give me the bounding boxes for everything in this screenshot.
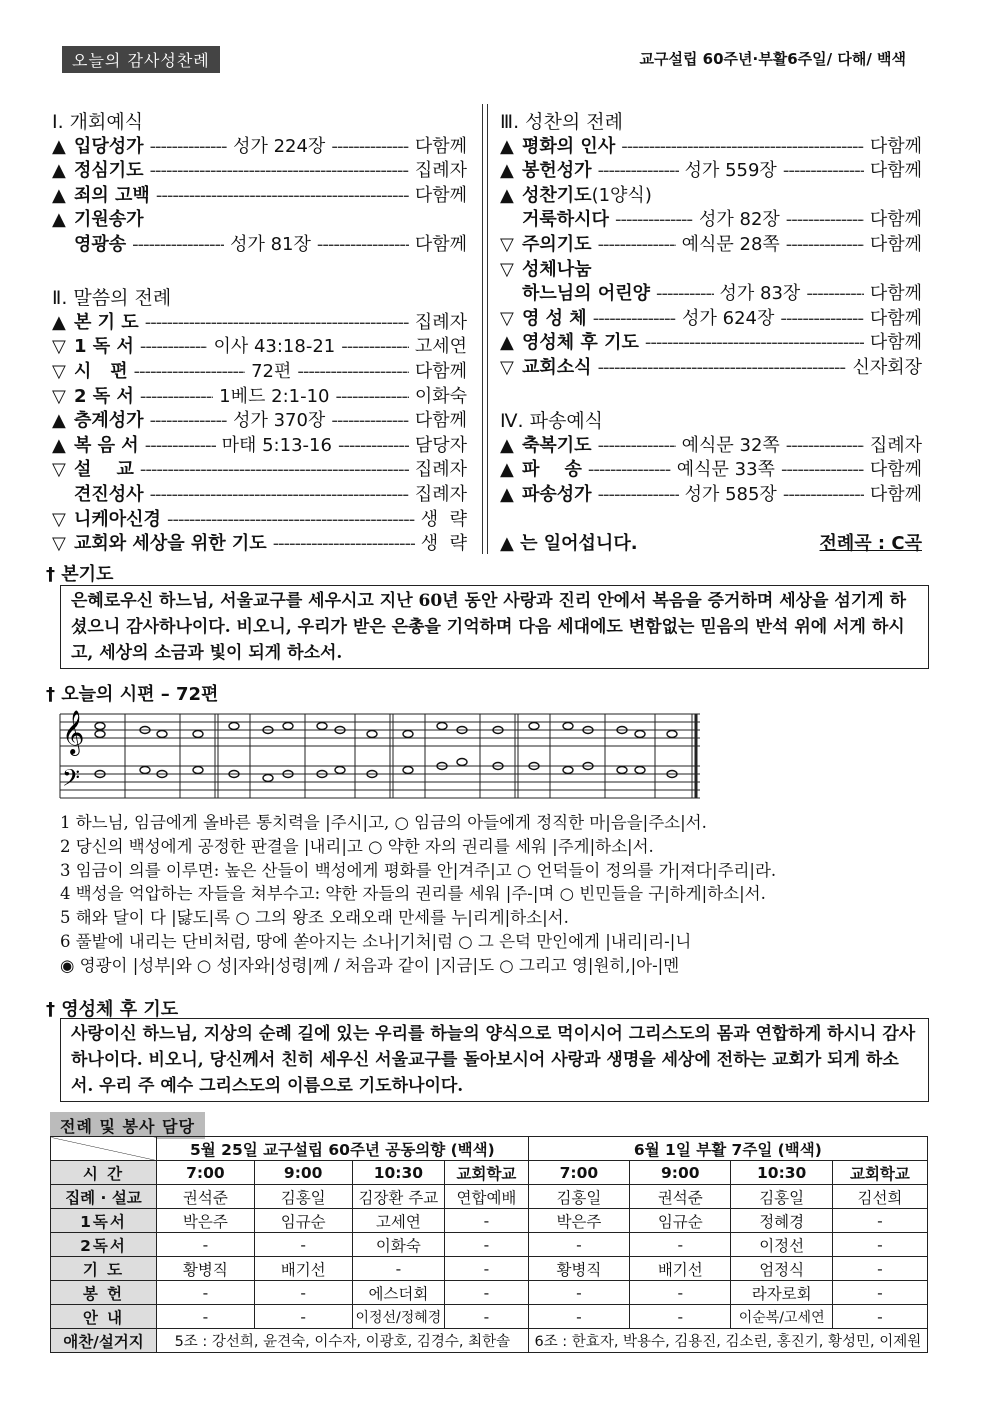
item-name: 성찬기도 [522, 184, 592, 206]
item-ref: 예식문 28쪽 [681, 233, 780, 255]
svg-text:𝄞: 𝄞 [62, 710, 85, 754]
item-name: 층계성가 [74, 410, 144, 432]
table-cell: 이화숙 [352, 1233, 445, 1257]
item-who: 집례자 [869, 434, 923, 456]
item-name: 시 편 [74, 360, 128, 382]
liturgy-row [500, 483, 922, 508]
standing-note: ▲ 는 일어섭니다. [500, 533, 638, 555]
table-cell: - [445, 1305, 529, 1329]
row-label: 애찬/설거지 [51, 1329, 157, 1353]
psalm-verse: 5 해와 달이 다 |닳도|록 ○ 그의 왕조 오래오래 만세를 누|리게|하소|서. [60, 908, 569, 928]
team-cell: 6조 : 한효자, 박용수, 김용진, 김소린, 홍진기, 황성민, 이제원 [528, 1329, 927, 1353]
posture-mark: ▲ [52, 160, 66, 182]
item-name: 하느님의 어린양 [522, 283, 650, 305]
item-who: 다함께 [869, 209, 923, 231]
item-who: 집례자 [414, 311, 467, 333]
table-cell: - [528, 1233, 629, 1257]
table-cell: - [156, 1233, 254, 1257]
table-cell: 정혜경 [731, 1209, 832, 1233]
item-who: 생 략 [420, 533, 467, 555]
header-subtitle: 교구설립 60주년·부활6주일/ 다해/ 백색 [639, 50, 906, 68]
corner-cell [51, 1137, 157, 1161]
row-label: 안 내 [51, 1305, 157, 1329]
table-cell: 고세연 [352, 1209, 445, 1233]
posture-mark: ▲ [52, 434, 66, 456]
posture-mark: ▲ [500, 135, 514, 157]
table-cell: 김장환 주교 [352, 1185, 445, 1209]
posture-mark: ▽ [500, 258, 514, 280]
item-who: 다함께 [414, 184, 467, 206]
row-label: 시 간 [51, 1161, 157, 1185]
liturgy-row [500, 434, 922, 459]
liturgy-row [52, 508, 467, 533]
item-ref: 예식문 33쪽 [676, 459, 775, 481]
liturgy-row [52, 184, 467, 209]
item-who: 다함께 [869, 332, 922, 354]
item-ref: 성가 624장 [682, 307, 775, 329]
item-name: 주의기도 [522, 233, 592, 255]
time-cell: 9:00 [630, 1161, 731, 1185]
time-cell: 9:00 [254, 1161, 352, 1185]
table-cell: 이순복/고세연 [731, 1305, 832, 1329]
item-name: 1 독 서 [74, 336, 134, 358]
posture-mark: ▽ [500, 233, 514, 255]
liturgy-row [52, 483, 467, 508]
item-ref: 성가 224장 [233, 135, 326, 157]
table-cell: - [254, 1233, 352, 1257]
duty-table [50, 1136, 928, 1353]
table-cell: - [254, 1305, 352, 1329]
table-cell: - [832, 1257, 927, 1281]
item-form: (1양식) [591, 184, 652, 206]
section-title: Ⅱ. 말씀의 전례 [52, 287, 172, 310]
item-name: 파 송 [522, 459, 582, 481]
table-cell: - [630, 1233, 731, 1257]
posture-mark: ▲ [52, 184, 66, 206]
item-who: 신자회장 [852, 356, 922, 378]
duty-tag: 전례 및 봉사 담당 [50, 1112, 205, 1139]
postcommunion-text: 사랑이신 하느님, 지상의 순례 길에 있는 우리를 하늘의 양식으로 먹이시어 그리스도의 몸과 연합하게 하시니 감사하나이다. 비오니, 당신께서 친히 세우신 서울교구를 돌아보시어 사랑과 생명을 세상에 전하는 교회가 되게 하소서. 우리 주 예수 그리스도의 이름으로 기도하나이다. [60, 1018, 929, 1102]
item-who: 다함께 [869, 483, 923, 505]
table-cell: - [832, 1209, 927, 1233]
table-cell: - [445, 1233, 529, 1257]
liturgy-row [500, 458, 922, 483]
item-who: 다함께 [414, 360, 468, 382]
posture-mark: ▲ [500, 434, 514, 456]
duty-date-row [51, 1137, 928, 1161]
team-cell: 5조 : 강선희, 윤견숙, 이수자, 이광호, 김경수, 최한솔 [156, 1329, 528, 1353]
table-cell: 엄정식 [731, 1257, 832, 1281]
psalm-verse: 2 당신의 백성에게 공정한 판결을 |내리|고 ○ 약한 자의 권리를 세워 |주게|하소|서. [60, 836, 654, 856]
posture-mark: ▲ [52, 410, 66, 432]
posture-mark: ▲ [52, 135, 66, 157]
item-name: 성체나눔 [522, 258, 592, 280]
psalm-verse: ◉ 영광이 |성부|와 ○ 성|자와|성령|께 / 처음과 같이 |지금|도 ○ 그리고 영|원히,|아-|멘 [60, 955, 680, 975]
table-cell: - [528, 1281, 629, 1305]
item-ref: 성가 81장 [230, 233, 311, 255]
item-who: 집례자 [414, 160, 467, 182]
table-cell: - [445, 1257, 529, 1281]
posture-mark: ▲ [500, 483, 514, 505]
item-name: 거룩하시다 [522, 209, 609, 231]
item-ref: 성가 585장 [684, 483, 777, 505]
row-label: 1독서 [51, 1209, 157, 1233]
liturgy-footer [500, 532, 922, 557]
table-row [51, 1329, 928, 1353]
liturgy-row [52, 409, 467, 434]
item-who: 생 략 [420, 508, 467, 530]
psalm-verse: 4 백성을 억압하는 자들을 쳐부수고: 약한 자들의 권리를 세워 |주-|며 ○ 빈민들을 구|하게|하소|서. [60, 884, 766, 904]
item-who: 집례자 [414, 483, 467, 505]
item-ref: 예식문 32쪽 [681, 434, 780, 456]
liturgy-row [52, 434, 467, 459]
time-cell: 교회학교 [445, 1161, 529, 1185]
table-cell: 권석준 [156, 1185, 254, 1209]
table-cell: - [445, 1281, 529, 1305]
posture-mark: ▲ [52, 209, 66, 231]
item-ref: 72편 [251, 360, 292, 382]
table-row [51, 1305, 928, 1329]
psalm-chant-score [50, 700, 710, 815]
table-cell: - [528, 1305, 629, 1329]
table-cell: 임규순 [254, 1209, 352, 1233]
table-cell: 이정선 [731, 1233, 832, 1257]
item-ref: 이사 43:18-21 [213, 336, 336, 358]
liturgy-row [500, 307, 922, 332]
table-cell: 황병직 [528, 1257, 629, 1281]
time-cell: 10:30 [731, 1161, 832, 1185]
postcommunion-title: † 영성체 후 기도 [46, 999, 179, 1020]
posture-mark: ▽ [500, 356, 514, 378]
liturgy-row [52, 458, 467, 483]
table-cell: - [156, 1281, 254, 1305]
posture-mark: ▲ [500, 459, 514, 481]
svg-text:𝄢: 𝄢 [62, 764, 81, 797]
table-cell: 김홍일 [254, 1185, 352, 1209]
psalm-verse: 6 풀밭에 내리는 단비처럼, 땅에 쏟아지는 소나|기처|럼 ○ 그 은덕 만인에게 |내리|리-|니 [60, 931, 692, 951]
liturgy-row [52, 135, 467, 160]
table-cell: - [832, 1281, 927, 1305]
item-who: 다함께 [869, 160, 923, 182]
liturgy-row [500, 282, 922, 307]
item-name: 설 교 [74, 459, 134, 481]
item-ref: 성가 83장 [719, 283, 801, 305]
table-cell: 박은주 [528, 1209, 629, 1233]
posture-mark: ▽ [52, 459, 66, 481]
posture-mark: ▽ [52, 385, 66, 407]
liturgy-left-column [52, 106, 467, 557]
item-who: 다함께 [414, 135, 468, 157]
table-cell: 임규순 [630, 1209, 731, 1233]
posture-mark: ▽ [52, 533, 66, 555]
item-ref: 성가 82장 [699, 209, 780, 231]
table-row [51, 1233, 928, 1257]
item-name: 니케아신경 [74, 508, 161, 530]
table-row [51, 1185, 928, 1209]
item-name: 죄의 고백 [74, 184, 150, 206]
liturgy-row [52, 335, 467, 360]
item-name: 2 독 서 [74, 385, 134, 407]
posture-mark: ▲ [500, 332, 514, 354]
item-who: 다함께 [869, 283, 923, 305]
item-name: 파송성가 [522, 483, 592, 505]
item-name: 영성체 후 기도 [522, 332, 639, 354]
table-cell: 김홍일 [528, 1185, 629, 1209]
row-label: 집례 · 설교 [51, 1185, 157, 1209]
liturgy-row [52, 385, 467, 410]
table-cell: 김선희 [832, 1185, 927, 1209]
posture-mark: ▽ [52, 508, 66, 530]
item-name: 영 성 체 [522, 307, 587, 329]
table-cell: 라자로회 [731, 1281, 832, 1305]
item-who: 다함께 [869, 233, 923, 255]
liturgy-row [52, 311, 467, 336]
date-1: 5월 25일 교구설립 60주년 공동의향 (백색) [156, 1137, 528, 1161]
liturgy-row [52, 233, 467, 258]
table-cell: 배기선 [254, 1257, 352, 1281]
row-label: 2독서 [51, 1233, 157, 1257]
item-who: 이화숙 [414, 385, 467, 407]
table-cell: - [630, 1305, 731, 1329]
item-who: 다함께 [869, 307, 922, 329]
header-tag: 오늘의 감사성찬례 [62, 46, 220, 73]
section-title: Ⅲ. 성찬의 전례 [500, 111, 623, 133]
liturgy-row [500, 331, 922, 356]
liturgy-right-column [500, 106, 922, 557]
item-name: 봉헌성가 [522, 160, 592, 182]
item-name: 평화의 인사 [522, 135, 616, 157]
liturgy-row [500, 184, 922, 209]
item-name: 견진성사 [74, 483, 144, 505]
table-cell: 이정선/정혜경 [352, 1305, 445, 1329]
item-name: 정심기도 [74, 160, 144, 182]
table-cell: - [156, 1305, 254, 1329]
liturgy-row [500, 233, 922, 258]
psalm-verse: 3 임금이 의를 이루면: 높은 산들이 백성에게 평화를 안|겨주|고 ○ 언덕들이 정의를 가|져다|주리|라. [60, 860, 777, 880]
liturgy-row [52, 360, 467, 385]
psalm-verses [60, 811, 940, 978]
item-who: 다함께 [869, 135, 922, 157]
posture-mark: ▽ [500, 307, 514, 329]
item-who: 다함께 [414, 410, 468, 432]
collect-title: † 본기도 [46, 564, 114, 585]
item-name: 본 기 도 [74, 311, 139, 333]
table-row [51, 1281, 928, 1305]
table-cell: 연합예배 [445, 1185, 529, 1209]
posture-mark: ▲ [52, 311, 66, 333]
item-name: 축복기도 [522, 434, 592, 456]
posture-mark: ▲ [500, 160, 514, 182]
item-name: 복 음 서 [74, 434, 139, 456]
table-cell: - [254, 1281, 352, 1305]
posture-mark: ▽ [52, 360, 66, 382]
column-divider [482, 104, 488, 554]
duty-time-row [51, 1161, 928, 1185]
item-who: 집례자 [414, 459, 467, 481]
date-2: 6월 1일 부활 7주일 (백색) [528, 1137, 927, 1161]
item-ref: 성가 559장 [684, 160, 777, 182]
time-cell: 7:00 [156, 1161, 254, 1185]
table-cell: 권석준 [630, 1185, 731, 1209]
liturgy-row [500, 356, 922, 381]
table-cell: - [832, 1305, 927, 1329]
table-cell: 에스더회 [352, 1281, 445, 1305]
psalm-title: † 오늘의 시편 – 72편 [46, 684, 219, 705]
item-ref: 1베드 2:1-10 [219, 385, 330, 407]
posture-mark: ▽ [52, 336, 66, 358]
table-cell: - [445, 1209, 529, 1233]
time-cell: 10:30 [352, 1161, 445, 1185]
chant-setting: 전례곡 : C곡 [819, 533, 922, 555]
item-name: 입당성가 [74, 135, 144, 157]
liturgy-row [500, 159, 922, 184]
item-name: 교회소식 [522, 356, 592, 378]
table-row [51, 1209, 928, 1233]
table-cell: - [352, 1257, 445, 1281]
time-cell: 7:00 [528, 1161, 629, 1185]
item-name: 영광송 [74, 233, 127, 255]
table-cell: 김홍일 [731, 1185, 832, 1209]
item-who: 고세연 [414, 336, 468, 358]
item-ref: 성가 370장 [233, 410, 326, 432]
section-title: Ⅰ. 개회예식 [52, 111, 144, 133]
item-who: 다함께 [869, 459, 923, 481]
liturgy-row [52, 159, 467, 184]
item-name: 기원송가 [74, 209, 144, 231]
table-row [51, 1257, 928, 1281]
item-who: 담당자 [414, 434, 468, 456]
table-cell: 박은주 [156, 1209, 254, 1233]
table-cell: - [630, 1281, 731, 1305]
table-cell: - [832, 1233, 927, 1257]
section-title: Ⅳ. 파송예식 [500, 410, 604, 433]
liturgy-row [500, 258, 922, 283]
item-ref: 마태 5:13-16 [221, 434, 332, 456]
table-cell: 황병직 [156, 1257, 254, 1281]
item-who: 다함께 [414, 233, 468, 255]
collect-text: 은혜로우신 하느님, 서울교구를 세우시고 지난 60년 동안 사랑과 진리 안에서 복음을 증거하며 세상을 섬기게 하셨으니 감사하나이다. 비오니, 우리가 받은 은총을 기억하며 다음 세대에도 변함없는 믿음의 반석 위에 서게 하시고, 세상의 소금과 빛이 되게 하소서. [60, 585, 929, 669]
psalm-verse: 1 하느님, 임금에게 올바른 통치력을 |주시|고, ○ 임금의 아들에게 정직한 마|음을|주소|서. [60, 813, 707, 832]
row-label: 기 도 [51, 1257, 157, 1281]
liturgy-row [52, 532, 467, 557]
item-name: 교회와 세상을 위한 기도 [74, 533, 267, 555]
table-cell: 배기선 [630, 1257, 731, 1281]
liturgy-row [500, 135, 922, 160]
liturgy-row [500, 208, 922, 233]
posture-mark: ▲ [500, 184, 514, 206]
time-cell: 교회학교 [832, 1161, 927, 1185]
row-label: 봉 헌 [51, 1281, 157, 1305]
liturgy-row [52, 208, 467, 233]
